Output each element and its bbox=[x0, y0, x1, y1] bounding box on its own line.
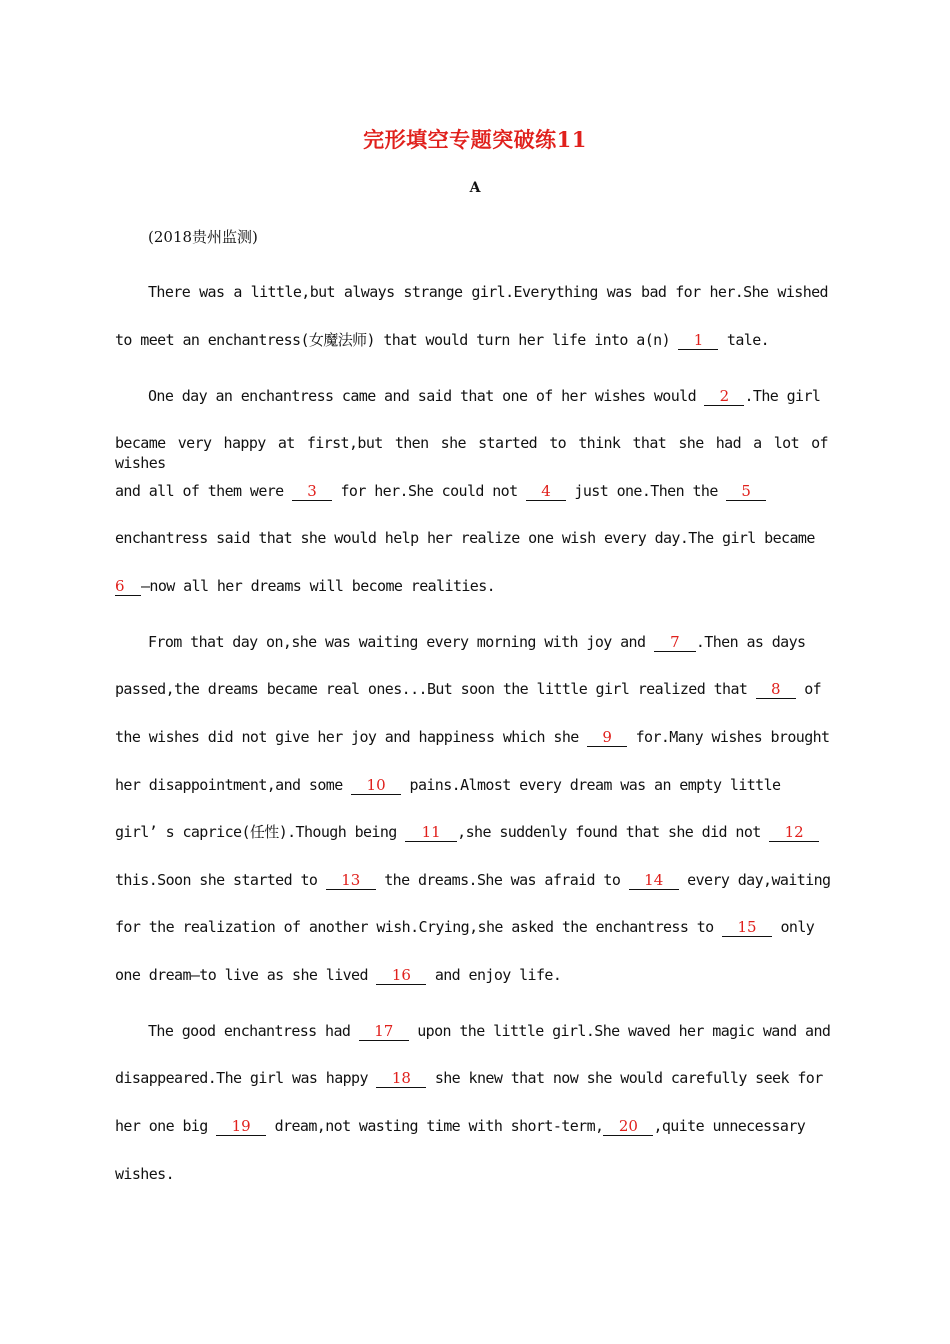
blank-13[interactable]: 13 bbox=[326, 871, 376, 890]
blank-10[interactable]: 10 bbox=[351, 776, 401, 795]
text-line: enchantress said that she would help her realize one wish every day.The girl became bbox=[115, 529, 815, 547]
text-line: One day an enchantress came and said that one of her wishes would 2 .The girl bbox=[148, 387, 821, 405]
blank-4[interactable]: 4 bbox=[526, 482, 566, 501]
text-line: 6 —now all her dreams will become realities. bbox=[115, 577, 496, 595]
blank-2[interactable]: 2 bbox=[704, 387, 744, 406]
text-line: girl’ s caprice(任性).Though being 11 ,she suddenly found that she did not 12 bbox=[115, 822, 819, 842]
section-label: A bbox=[469, 180, 481, 196]
text-line: this.Soon she started to 13 the dreams.She was afraid to 14 every day,waiting bbox=[115, 871, 831, 889]
blank-3[interactable]: 3 bbox=[292, 482, 332, 501]
blank-18[interactable]: 18 bbox=[376, 1069, 426, 1088]
source-note: (2018贵州监测) bbox=[148, 228, 258, 246]
text-line: to meet an enchantress(女魔法师) that would turn her life into a(n) 1 tale. bbox=[115, 331, 770, 349]
page-title: 完形填空专题突破练11 bbox=[363, 127, 587, 152]
text-line: became very happy at first,but then she started to think that she had a lot of wishes bbox=[115, 434, 828, 472]
blank-15[interactable]: 15 bbox=[722, 918, 772, 937]
text-line: disappeared.The girl was happy 18 she knew that now she would carefully seek for bbox=[115, 1069, 823, 1087]
blank-7[interactable]: 7 bbox=[654, 633, 696, 652]
text-line: and all of them were 3 for her.She could not 4 just one.Then the 5 bbox=[115, 481, 766, 501]
text-line: her one big 19 dream,not wasting time with short-term, 20 ,quite unnecessary bbox=[115, 1117, 806, 1135]
blank-19[interactable]: 19 bbox=[216, 1117, 266, 1136]
text-line: passed,the dreams became real ones...But soon the little girl realized that 8 of bbox=[115, 680, 822, 698]
blank-16[interactable]: 16 bbox=[376, 966, 426, 985]
text-line: The good enchantress had 17 upon the little girl.She waved her magic wand and bbox=[148, 1022, 831, 1040]
text-line: her disappointment,and some 10 pains.Almost every dream was an empty little bbox=[115, 776, 781, 794]
blank-9[interactable]: 9 bbox=[587, 728, 627, 747]
text-line: From that day on,she was waiting every morning with joy and 7 .Then as days bbox=[148, 633, 806, 651]
blank-1[interactable]: 1 bbox=[678, 331, 718, 350]
text-line: wishes. bbox=[115, 1165, 175, 1183]
blank-14[interactable]: 14 bbox=[629, 871, 679, 890]
text-line: the wishes did not give her joy and happiness which she 9 for.Many wishes brought bbox=[115, 728, 830, 746]
text-line: for the realization of another wish.Crying,she asked the enchantress to 15 only bbox=[115, 918, 815, 936]
blank-5[interactable]: 5 bbox=[726, 482, 766, 501]
blank-17[interactable]: 17 bbox=[359, 1022, 409, 1041]
blank-20[interactable]: 20 bbox=[603, 1117, 653, 1136]
blank-6[interactable]: 6 bbox=[115, 577, 141, 596]
text-line: one dream—to live as she lived 16 and enjoy life. bbox=[115, 966, 562, 984]
text-line: There was a little,but always strange girl.Everything was bad for her.She wished bbox=[148, 283, 828, 301]
blank-11[interactable]: 11 bbox=[405, 823, 457, 842]
blank-12[interactable]: 12 bbox=[769, 823, 819, 842]
blank-8[interactable]: 8 bbox=[756, 680, 796, 699]
